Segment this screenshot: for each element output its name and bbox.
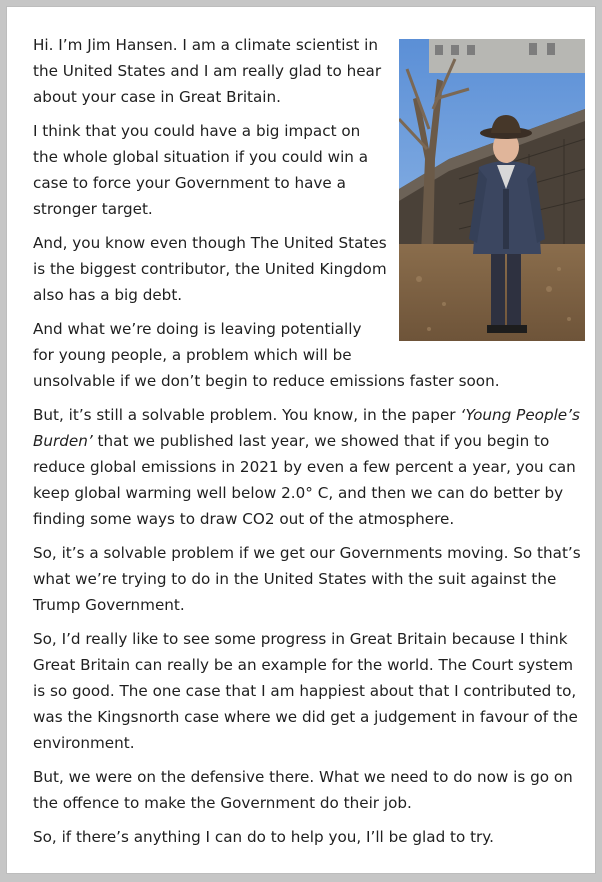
paragraph-3: And, you know even though The United States is the biggest contributor, the United Kingdom also has a big debt. [33,234,387,304]
paragraph-9: So, if there’s anything I can do to help you, I’ll be glad to try. [33,828,494,846]
paragraph-5-rest: that we published last year, we showed that if you begin to reduce global emissions in 2021 by even a few percent a year, you can keep global warming well below 2.0° C, and then we can do better by finding some ways to draw CO2 out of the atmosphere. [33,432,576,528]
document-body [33,32,583,858]
paragraph-5-lead: But, it’s still a solvable problem. You know, in the paper [33,406,461,424]
paper-title: ‘Young People’s Burden’ [33,406,580,450]
portrait-photo [399,39,585,341]
paragraph-2: I think that you could have a big impact on the whole global situation if you could win a case to force your Government to have a stronger target. [33,122,369,218]
paragraph-1: Hi. I’m Jim Hansen. I am a climate scientist in the United States and I am really glad to hear about your case in Great Britain. [33,36,382,106]
paragraph-6: So, it’s a solvable problem if we get our Governments moving. So that’s what we’re trying to do in the United States with the suit against the Trump Government. [33,544,581,614]
paragraph-8: But, we were on the defensive there. What we need to do now is go on the offence to make the Government do their job. [33,768,573,812]
paragraph-7: So, I’d really like to see some progress in Great Britain because I think Great Britain can really be an example for the world. The Court system is so good. The one case that I am happiest about that I contributed to, was the Kingsnorth case where we did get a judgement in favour of the environment. [33,630,578,752]
paragraph-5 [33,402,583,532]
document-page [6,6,596,874]
paragraph-4: And what we’re doing is leaving potentially for young people, a problem which will be unsolvable if we don’t begin to reduce emissions faster soon. [33,320,500,390]
